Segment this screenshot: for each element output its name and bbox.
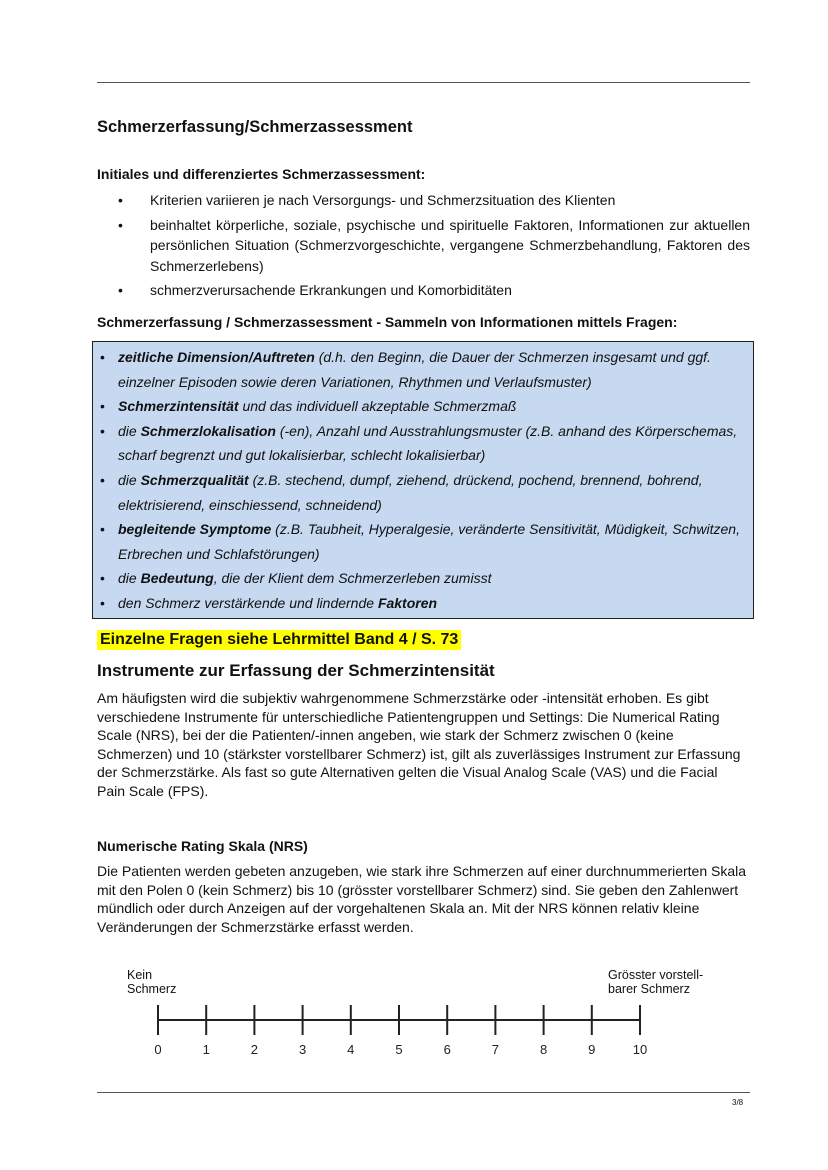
page-number: 3/8 xyxy=(732,1098,744,1107)
scale-label-3: 3 xyxy=(298,1042,307,1057)
list-item: • beinhaltet körperliche, soziale, psychische und spirituelle Faktoren, Informationen zur aktuellen persönlichen Situation (Schmerzvorgeschichte, vergangene Schmerzbehandlung, Faktoren des Schmerzerlebens) xyxy=(118,216,750,274)
list-item: • die Bedeutung, die der Klient dem Schmerzerleben zumisst xyxy=(93,566,753,591)
nrs-heading: Numerische Rating Skala (NRS) xyxy=(97,838,308,854)
scale-label-5: 5 xyxy=(395,1042,403,1057)
initial-assessment-heading: Initiales und differenziertes Schmerzassessment: xyxy=(97,166,426,182)
list-item: • zeitliche Dimension/Auftreten (d.h. den Beginn, die Dauer der Schmerzen insgesamt und ggf. einzelner Episoden sowie deren Variationen, Rhythmen und Verlaufsmuster) xyxy=(93,345,753,394)
list-item: • Schmerzintensität und das individuell akzeptable Schmerzmaß xyxy=(93,394,753,419)
instruments-heading: Instrumente zur Erfassung der Schmerzintensität xyxy=(97,661,495,680)
list-item: • den Schmerz verstärkende und lindernde Faktoren xyxy=(93,591,753,616)
scale-label-2: 2 xyxy=(250,1042,259,1057)
bullet-icon: • xyxy=(100,398,105,415)
highlight-note: Einzelne Fragen siehe Lehrmittel Band 4 / S. 73 xyxy=(97,630,461,650)
scale-label-10: 10 xyxy=(632,1042,648,1057)
bullet-icon: • xyxy=(100,570,105,587)
list-item: • die Schmerzlokalisation (-en), Anzahl und Ausstrahlungsmuster (z.B. anhand des Körperschemas, scharf begrenzt und gut lokalisierbar, schlecht lokalisierbar) xyxy=(93,419,753,468)
bullet-icon: • xyxy=(100,349,105,365)
initial-assessment-list xyxy=(118,190,750,305)
instruments-paragraph: Am häufigsten wird die subjektiv wahrgenommene Schmerzstärke oder -intensität erhoben. Es gibt verschiedene Instrumente für unterschiedliche Patientengruppen und Settings: Die Numerical Rating Scale (NRS), bei der die Patienten/-innen angeben, wie stark der Schmerz zwischen 0 (keine Schmerzen) und 10 (stärkster vorstellbarer Schmerz) ist, gilt als zuverlässiges Instrument zur Erfassung der Schmerzstärke. Als fast so gute Alternativen gelten die Visual Analog Scale (VAS) und die Facial Pain Scale (FPS). xyxy=(97,690,741,799)
nrs-paragraph: Die Patienten werden gebeten anzugeben, wie stark ihre Schmerzen auf einer durchnummerierten Skala mit den Polen 0 (kein Schmerz) bis 10 (grösster vorstellbarer Schmerz) sind. Sie geben den Zahlenwert mündlich oder durch Anzeigen auf der vorgehaltenen Skala an. Mit der NRS können relativ kleine Veränderungen der Schmerzstärke erfasst werden. xyxy=(97,863,747,935)
scale-label-1: 1 xyxy=(202,1042,210,1057)
bullet-icon: • xyxy=(100,471,105,488)
scale-label-7: 7 xyxy=(491,1042,500,1057)
bullet-icon: • xyxy=(118,282,123,298)
bullet-icon: • xyxy=(100,422,105,439)
scale-label-9: 9 xyxy=(588,1042,596,1057)
questions-heading: Schmerzerfassung / Schmerzassessment - Sammeln von Informationen mittels Fragen: xyxy=(97,314,678,330)
list-item: • schmerzverursachende Erkrankungen und Komorbiditäten xyxy=(118,280,750,301)
scale-label-4: 4 xyxy=(347,1042,355,1057)
questions-box xyxy=(92,341,754,619)
scale-label-0: 0 xyxy=(154,1042,162,1057)
header-rule xyxy=(97,82,750,83)
footer-rule xyxy=(97,1092,750,1093)
bullet-icon: • xyxy=(118,192,123,208)
scale-right-label: Grösster vorstell- barer Schmerz xyxy=(608,968,704,996)
scale-label-8: 8 xyxy=(539,1042,548,1057)
list-item: • die Schmerzqualität (z.B. stechend, dumpf, ziehend, drückend, pochend, brennend, bohrend, elektrisierend, einschiessend, schneidend) xyxy=(93,468,753,517)
bullet-icon: • xyxy=(118,216,123,233)
bullet-icon: • xyxy=(100,521,105,538)
list-item: • begleitende Symptome (z.B. Taubheit, Hyperalgesie, veränderte Sensitivität, Müdigkeit, Schwitzen, Erbrechen und Schlafstörungen) xyxy=(93,517,753,566)
scale-left-label: Kein Schmerz xyxy=(127,968,177,996)
nrs-scale xyxy=(140,1000,660,1062)
scale-label-6: 6 xyxy=(443,1042,451,1057)
list-item: • Kriterien variieren je nach Versorgungs- und Schmerzsituation des Klienten xyxy=(118,190,750,211)
page-title: Schmerzerfassung/Schmerzassessment xyxy=(97,118,413,136)
bullet-icon: • xyxy=(100,594,105,611)
